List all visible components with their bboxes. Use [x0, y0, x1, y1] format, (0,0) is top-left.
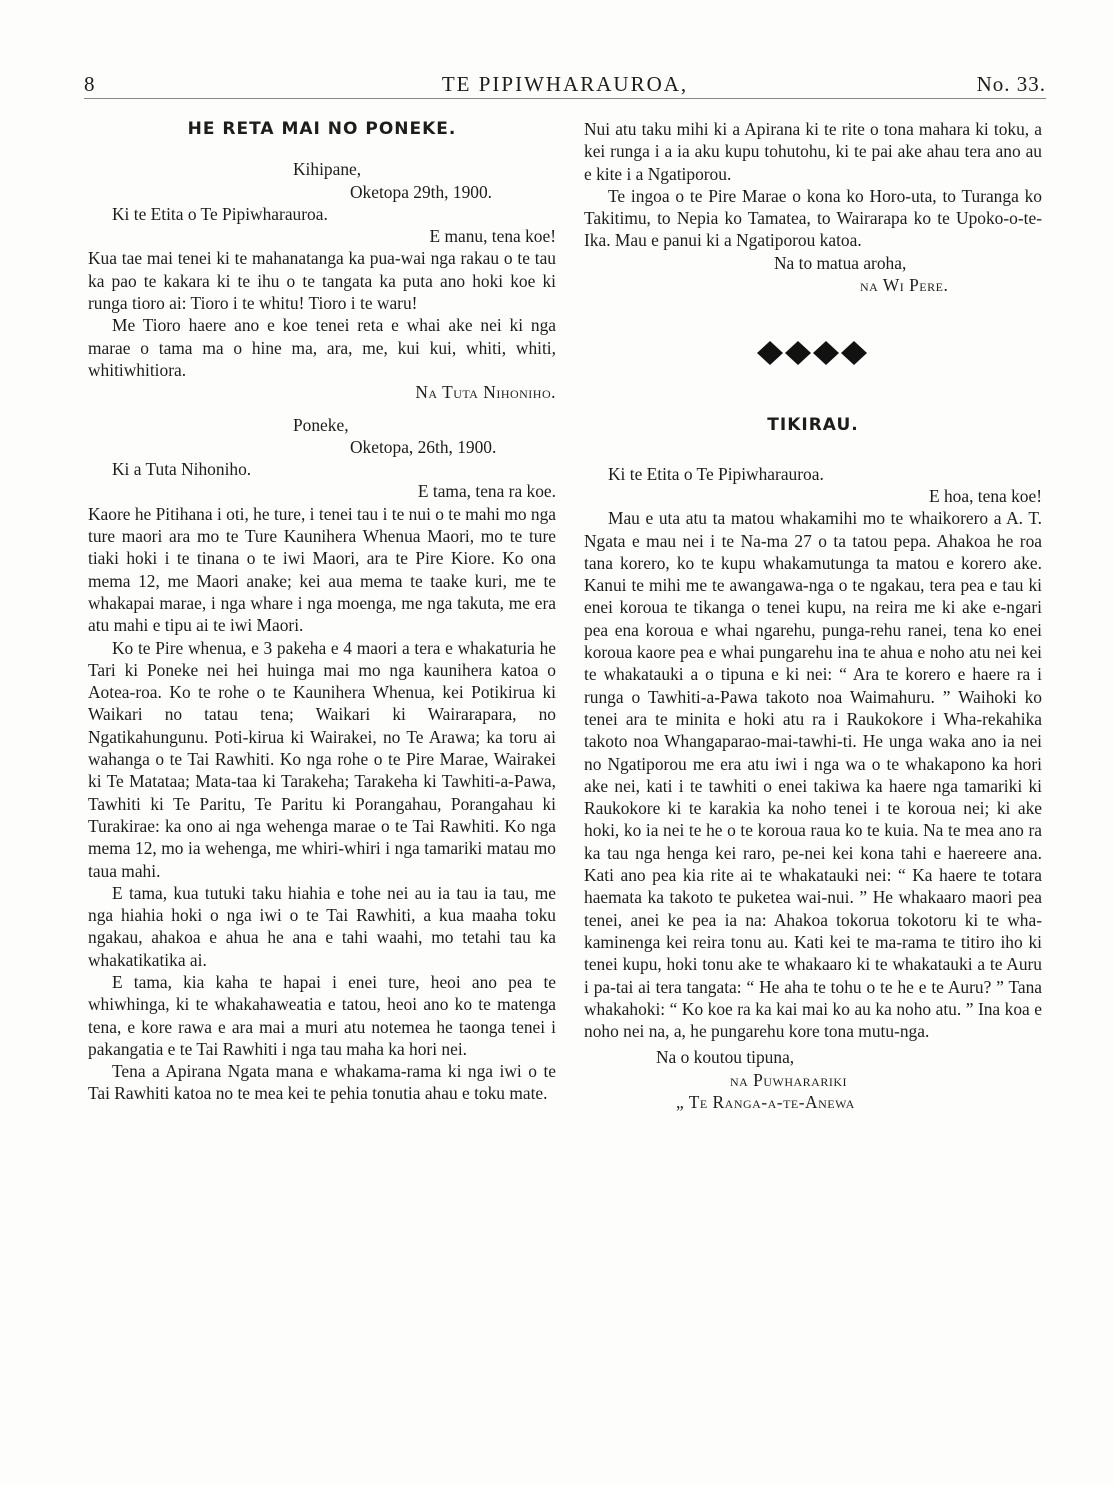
diamond-ornament	[584, 340, 1042, 366]
paragraph: Nui atu taku mihi ki a Apirana ki te rite o tona mahara ki toku, a kei runga i a ia aku kupu tohutohu, ki te pai ake ahau tera ano au e kite i a Ngatiporou.	[584, 119, 1042, 184]
article-heading: TIKIRAU.	[767, 415, 859, 436]
right-column	[584, 118, 1042, 1113]
page-number: 8	[84, 72, 96, 96]
newspaper-title: TE PIPIWHARAUROA,	[441, 72, 689, 96]
letter-signature: Na Tuta Nihoniho.	[415, 382, 556, 403]
letter-place: Poneke,	[293, 414, 349, 435]
article-heading: HE RETA MAI NO PONEKE.	[187, 119, 457, 139]
paragraph: E tama, kia kaha te hapai i enei ture, heoi ano pea te whiwhinga, ki te whakahaweatia e tatou, heoi ano ko te matenga tena, e kore rawa e ara mai a muri atu notemea he taonga tenei i pakangatia e te Tai Rawhiti i nga tau maha ka hori nei.	[88, 971, 556, 1059]
letter-date: Oketopa, 26th, 1900.	[350, 436, 497, 457]
diamond-row-icon	[757, 340, 869, 366]
left-column	[88, 118, 556, 1105]
paragraph: Me Tioro haere ano e koe tenei reta e whai ake nei ki nga marae o tama ma o hine ma, ara, me, kui kui, whiti, whiti, whitiwhitiora.	[88, 315, 556, 380]
letter-recipient: Ki te Etita o Te Pipiwharauroa.	[608, 463, 824, 484]
paragraph: Tena a Apirana Ngata mana e whakama-rama ki nga iwi o te Tai Rawhiti katoa no te mea kei te pehia tonutia ahau e toku mate.	[88, 1061, 556, 1104]
paragraph: Ko te Pire whenua, e 3 pakeha e 4 maori a tera e whakaturia he Tari ki Poneke nei hei huinga mai mo nga kaunihera katoa o Aotea-roa. Ko te rohe o te Kaunihera Whenua, kei Potikirua ki Waikari no tatau tena; Waikari ki Wairarapara, no Ngatikahungunu. Poti-kirua ki Wairakei, no Te Arawa; ka toru ai wahanga o te Tai Rawhiti. Ko nga rohe o te Pire Marae, Wairakei ki Te Matataa; Mata-taa ki Tarakeha; Tarakeha ki Tawhiti-a-Pawa, Tawhiti ki Te Paritu, Te Paritu ki Porangahau, Porangahau ki Turakirae: ka ono ai nga wehenga marae o te Tai Rawhiti. Ko nga mema 12, mo ia wehenga, me whiri-whiri i nga tamariki matau mo taua mahi.	[88, 637, 556, 881]
letter-greeting: E hoa, tena koe!	[929, 485, 1042, 506]
letter-recipient: Ki a Tuta Nihoniho.	[112, 459, 252, 480]
letter-closing: Na o koutou tipuna,	[656, 1047, 795, 1068]
paragraph: Te ingoa o te Pire Marae o kona ko Horo-uta, to Turanga ko Takitimu, to Nepia ko Tamatea, to Wairarapa ko te Upoko-o-te-Ika. Mau e panui ki a Ngatiporou katoa.	[584, 185, 1042, 251]
paragraph: Kua tae mai tenei ki te mahanatanga ka pua-wai nga rakau o te tau ka pao te kakara ki te ihu o te tangata ka puta ano hoki koe ki runga tioro ai: Tioro i te whitu! Tioro i te waru!	[88, 248, 556, 314]
paragraph: Mau e uta atu ta matou whakamihi mo te whaikorero a A. T. Ngata e mau nei i te Na-ma 27 o ta tatou pepa. Ahakoa he roa tana korero, ko te kupu whakamutunga ta matou e korero ake. Kanui te mihi me te awangawa-nga o te ngakau, tera pea e tau ki enei koroua te tikanga o tenei kupu, na reira me ki ake e-ngari pea ena koroua e whai ngarehu, punga-rehu ranei, tena ko enei koroua kaore pea e whai pungarehu ina te ahua e noho atu nei kei te whakatauki a o tipuna e ki nei: “ Ara te korero e haere ra i runga o Tawhiti-a-Pawa takoto noa Waimahuru. ” Waihoki ko tenei ara te minita e hoki atu ra i Raukokore i Wha-rekahika takoto noa Whangaparao-mai-tawhi-ti. He unga waka ano ia nei no Ngatiporou me era atu iwi i nga wa o te whakapono ka hori ake nei, kati i te tawhiti o enei takiwa ka haere nga tamariki ki Raukokore ki te karakia ka noho tenei i te koroua nei; ki ake hoki, ko ia nei te he o te koroua raua ko te kuia. Na te mea ano ra ka tau nga henga kei raro, pe-nei kei kona tahi e haereere ana. Kati ano pea kia rite ai te whakatauki nei: “ Ka haere te totara haemata ka takoto te puketea wai-nui. ” He whakaaro maori pea tenei, anei ke pea ia na: Ahakoa tokorua tokotoru ki te wha-kaminenga kei reira tonu au. Kati kei te ma-rama te titiro iho ki tenei kupu, hoki tonu ake te whakaaro ki te whakatauki a te Auru i pa-tai ai tera tangata: “ He aha te tohu o te he e te Auru? ” Tana whakahoki: “ Ko koe ra ka kai mai ko au ka noho atu. ” Ina koa e noho nei na, a, he pungarehu kore tona mutu-nga.	[584, 508, 1042, 1042]
letter-closing: Na to matua aroha,	[774, 252, 907, 273]
letter-place: Kihipane,	[293, 159, 362, 180]
letter-recipient: Ki te Etita o Te Pipiwharauroa.	[112, 203, 328, 224]
letter-date: Oketopa 29th, 1900.	[350, 181, 493, 202]
letter-greeting: E manu, tena koe!	[429, 226, 556, 247]
issue-number: No. 33.	[976, 72, 1046, 96]
page-header	[84, 72, 1046, 99]
paragraph: Kaore he Pitihana i oti, he ture, i tenei tau i te nui o te mahi mo nga ture maori ara mo te Ture Kaunihera Whenua Maori, mo te ture tiaki hoki i te tinana o te iwi Maori, ara te Pire Kiore. Ko ona mema 12, me Maori anake; kei aua mema te taake kuri, me te whakapai marae, i nga whare i nga moenga, me nga takuta, me era atu mahi e tipu ai te iwi Maori.	[88, 503, 556, 636]
letter-signature: „ Te Ranga-a-te-Anewa	[676, 1091, 855, 1112]
letter-greeting: E tama, tena ra koe.	[417, 481, 556, 502]
paragraph: E tama, kua tutuki taku hiahia e tohe nei au ia tau ia tau, me nga hiahia hoki o nga iwi o te Tai Rawhiti, a kua maaha toku ngakau, ahakoa e ahua he ana e tahi waahi, mo tetahi tau ka whakatikatika ai.	[88, 882, 556, 970]
letter-signature: na Wi Pere.	[860, 275, 949, 296]
letter-signature: na Puwharariki	[730, 1069, 848, 1090]
